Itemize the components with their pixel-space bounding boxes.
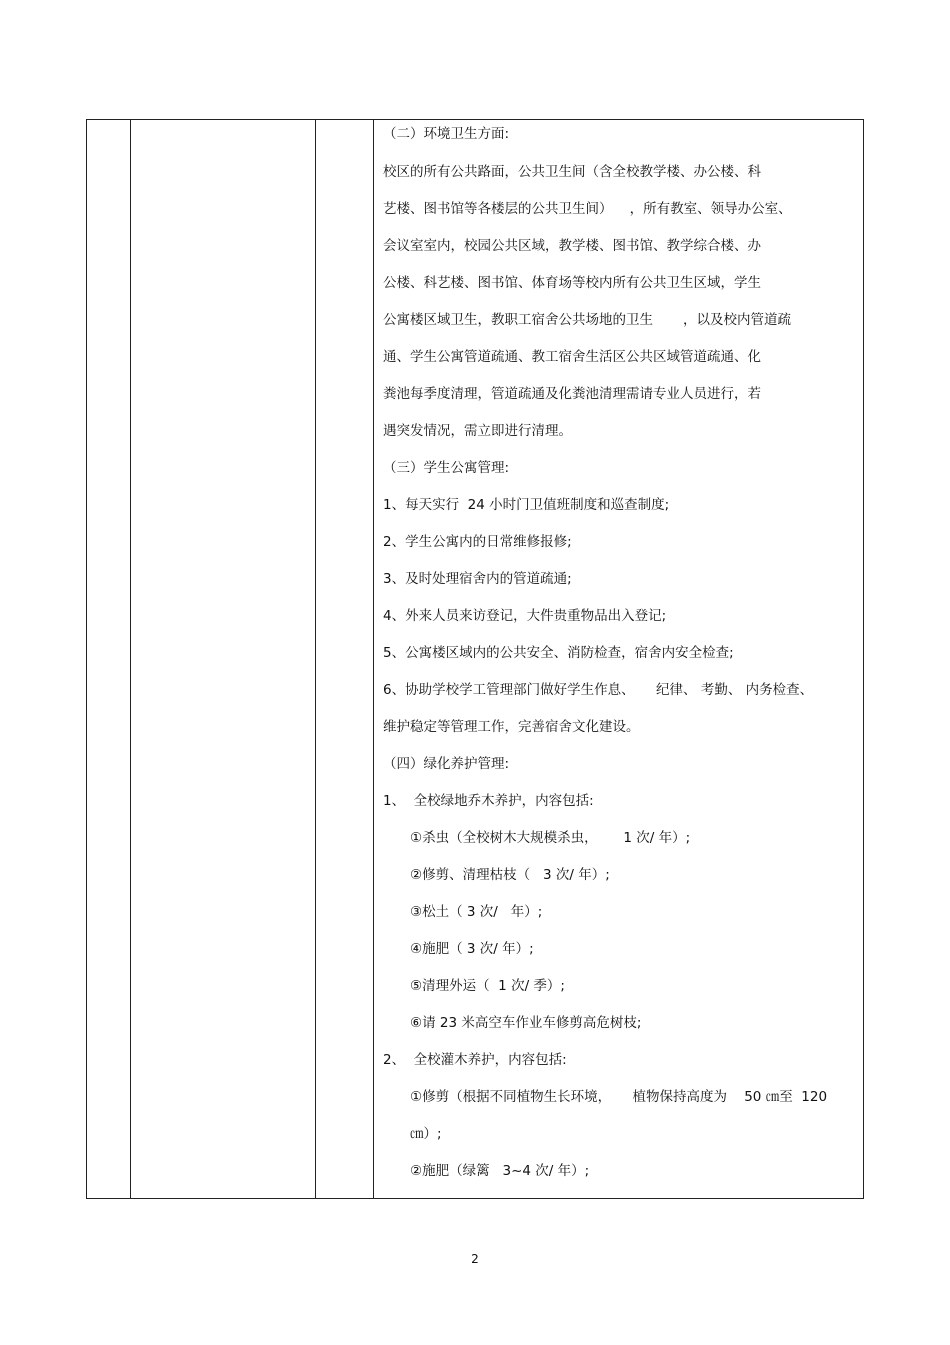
section-heading: （二）环境卫生方面: xyxy=(383,126,510,142)
paragraph-line: 公寓楼区域卫生，教职工宿舍公共场地的卫生 ，以及校内管道疏 xyxy=(383,312,792,328)
paragraph-line: 粪池每季度清理，管道疏通及化粪池清理需请专业人员进行，若 xyxy=(383,386,761,402)
list-item: 3、及时处理宿舍内的管道疏通; xyxy=(383,571,572,587)
list-item: 5、公寓楼区域内的公共安全、消防检查，宿舍内安全检查; xyxy=(383,645,734,661)
list-item: 2、 全校灌木养护，内容包括: xyxy=(383,1052,567,1068)
sub-list-item: ④施肥（ 3 次/ 年）; xyxy=(410,941,534,957)
list-item: 4、外来人员来访登记，大件贵重物品出入登记; xyxy=(383,608,667,624)
list-item: 2、学生公寓内的日常维修报修; xyxy=(383,534,572,550)
sub-list-item: ⑤清理外运（ 1 次/ 季）; xyxy=(410,978,565,994)
paragraph-line: 艺楼、图书馆等各楼层的公共卫生间） ，所有教室、领导办公室、 xyxy=(383,201,792,217)
paragraph-line: 遇突发情况，需立即进行清理。 xyxy=(383,423,572,439)
paragraph-line: 会议室室内，校园公共区域，教学楼、图书馆、教学综合楼、办 xyxy=(383,238,761,254)
sub-list-item: ㎝）; xyxy=(410,1126,442,1142)
sub-list-item: ②施肥（绿篱 3~4 次/ 年）; xyxy=(410,1163,590,1179)
sub-list-item: ②修剪、清理枯枝（ 3 次/ 年）; xyxy=(410,867,610,883)
list-item: 6、协助学校学工管理部门做好学生作息、 纪律、 考勤、 内务检查、 xyxy=(383,682,814,698)
list-item: 维护稳定等管理工作，完善宿舍文化建设。 xyxy=(383,719,640,735)
list-item: 1、每天实行 24 小时门卫值班制度和巡查制度; xyxy=(383,497,670,513)
paragraph-line: 校区的所有公共路面，公共卫生间（含全校教学楼、办公楼、科 xyxy=(383,164,761,180)
column-divider-3 xyxy=(373,119,374,1199)
page-number: 2 xyxy=(471,1252,479,1266)
sub-list-item: ①杀虫（全校树木大规模杀虫， 1 次/ 年）; xyxy=(410,830,691,846)
sub-list-item: ①修剪（根据不同植物生长环境， 植物保持高度为 50 ㎝至 120 xyxy=(410,1089,828,1105)
section-heading: （四）绿化养护管理: xyxy=(383,756,510,772)
list-item: 1、 全校绿地乔木养护，内容包括: xyxy=(383,793,594,809)
sub-list-item: ⑥请 23 米高空车作业车修剪高危树枝; xyxy=(410,1015,642,1031)
section-heading: （三）学生公寓管理: xyxy=(383,460,510,476)
sub-list-item: ③松土（ 3 次/ 年）; xyxy=(410,904,543,920)
column-divider-2 xyxy=(315,119,316,1199)
column-divider-1 xyxy=(130,119,131,1199)
paragraph-line: 通、学生公寓管道疏通、教工宿舍生活区公共区域管道疏通、化 xyxy=(383,349,761,365)
paragraph-line: 公楼、科艺楼、图书馆、体育场等校内所有公共卫生区域，学生 xyxy=(383,275,761,291)
